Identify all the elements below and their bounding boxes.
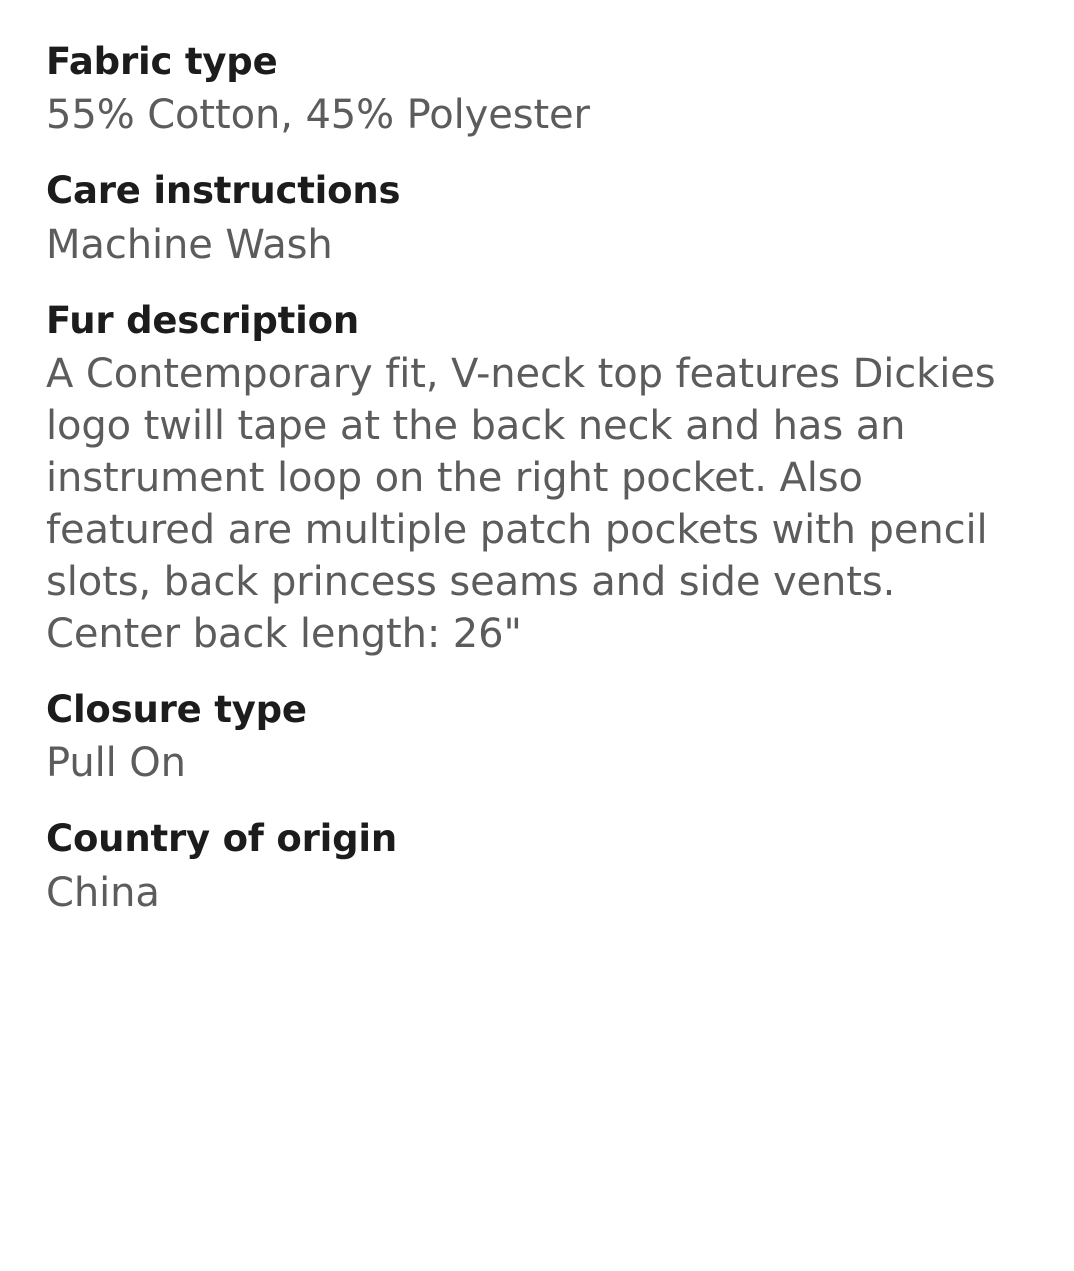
detail-value: Machine Wash [46,221,333,268]
detail-item-closure-type [46,686,1030,789]
detail-value: Pull On [46,740,186,787]
detail-label: Fabric type [46,40,278,83]
detail-item-country-of-origin [46,815,1030,918]
detail-item-fabric-type [46,38,1030,141]
detail-value: A Contemporary fit, V-neck top features Dickies logo twill tape at the back neck and has an instrument loop on the right pocket. Also featured are multiple patch pockets with pencil slots, back princess seams and side vents. Center back length: 26" [46,351,996,658]
detail-item-fur-description [46,297,1030,660]
detail-item-care-instructions [46,167,1030,270]
detail-label: Care instructions [46,169,401,213]
detail-value: China [46,869,160,916]
detail-label: Closure type [46,688,307,732]
detail-label: Country of origin [46,817,398,861]
detail-value: 55% Cotton, 45% Polyester [46,92,590,139]
detail-label: Fur description [46,298,359,342]
